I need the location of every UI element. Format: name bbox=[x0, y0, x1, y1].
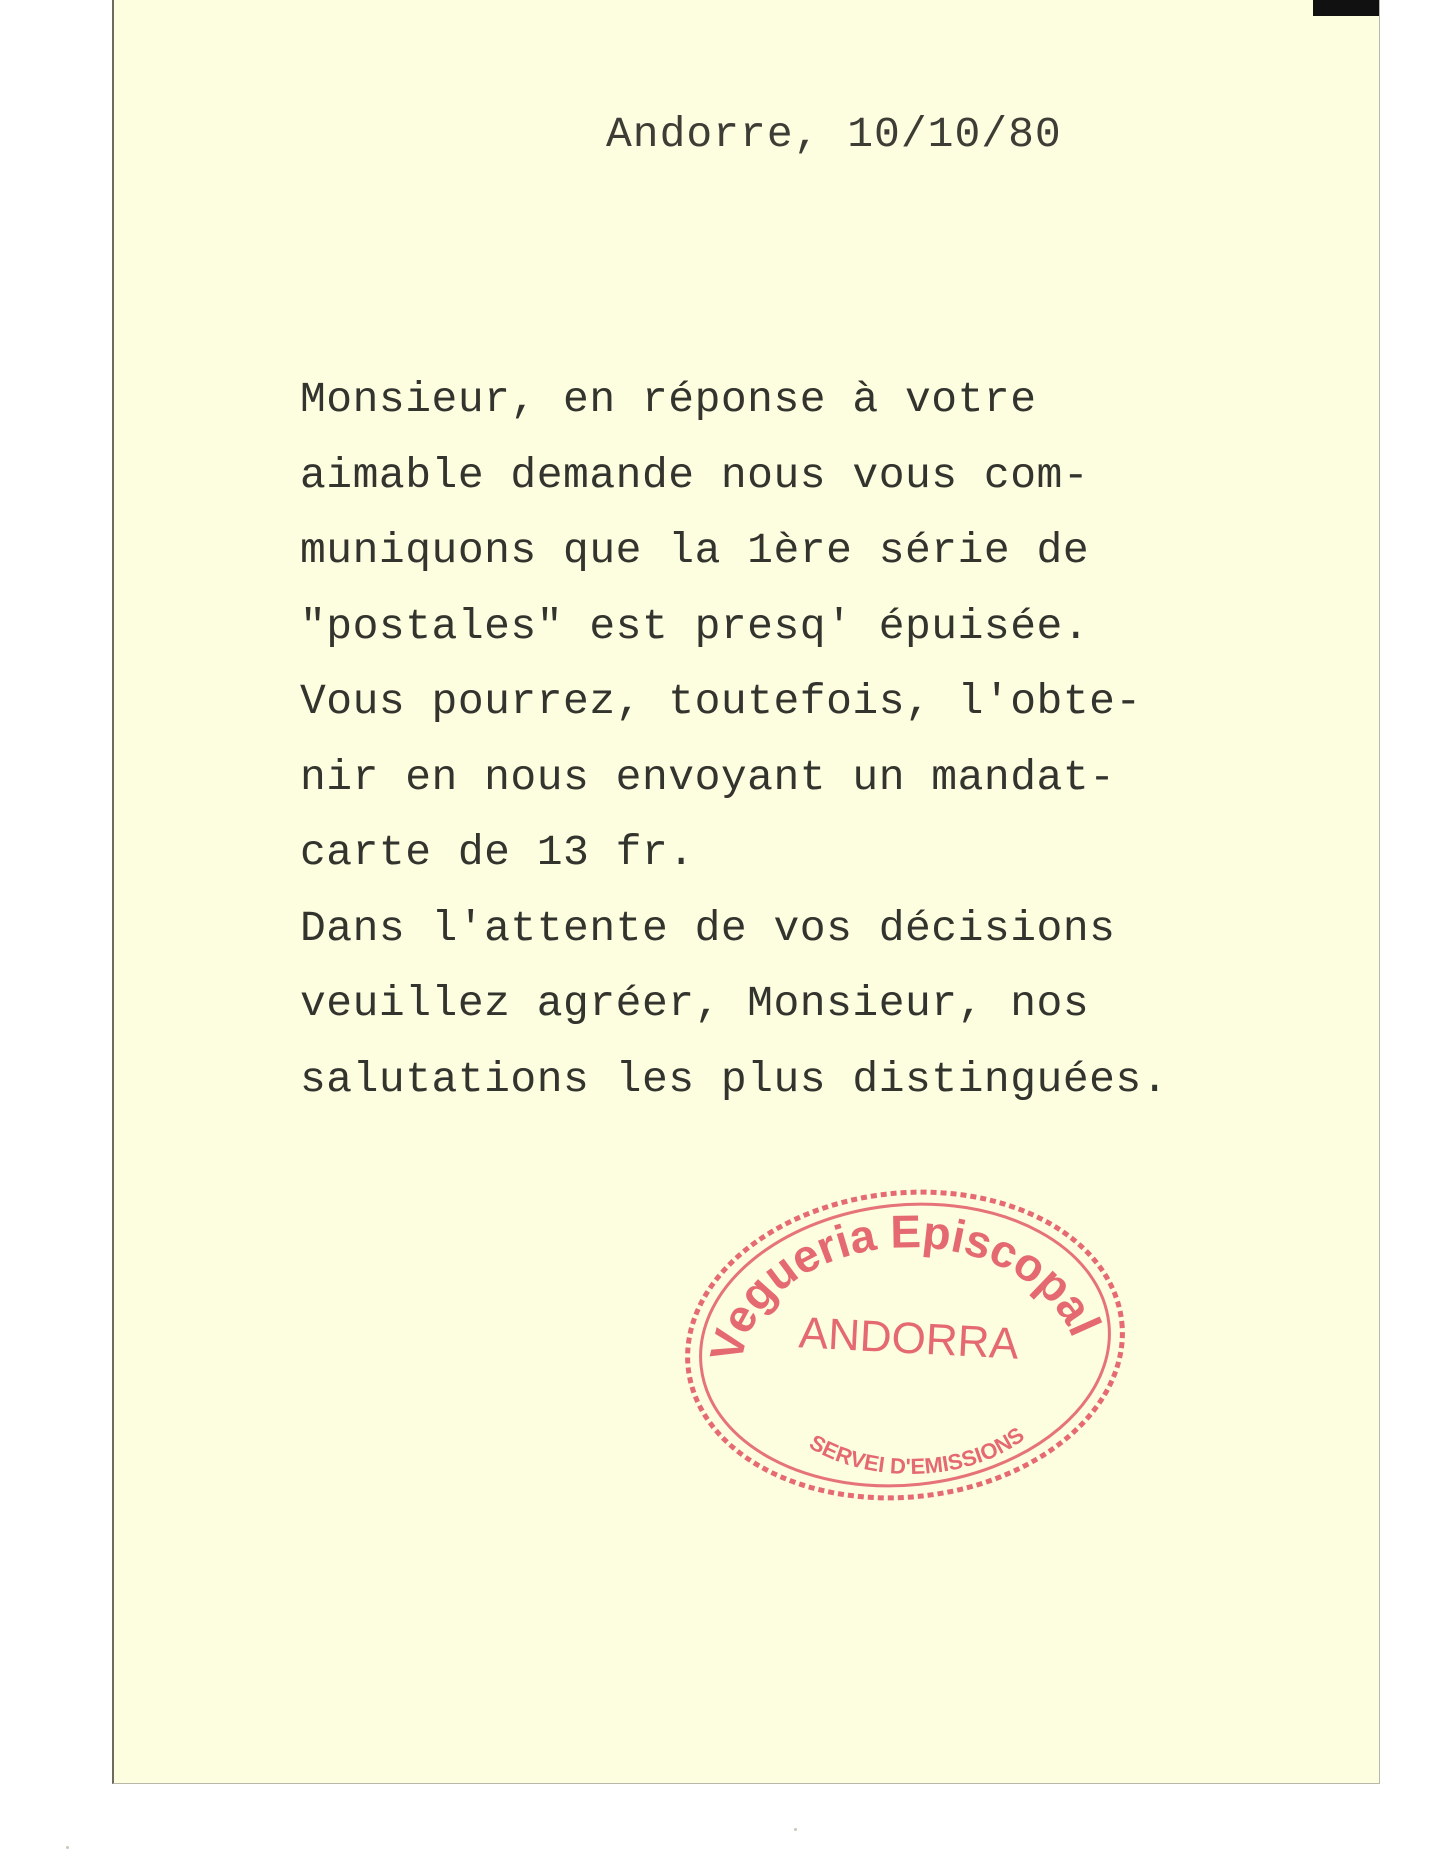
stamp-arc-bottom: SERVEI D'EMISSIONS bbox=[805, 1422, 1029, 1480]
body-line: aimable demande nous vous com- bbox=[300, 450, 1090, 500]
body-line: veuillez agréer, Monsieur, nos bbox=[300, 979, 1090, 1028]
corner-mark bbox=[1313, 0, 1379, 16]
body-line: Vous pourrez, toutefois, l'obte- bbox=[300, 677, 1142, 726]
body-line: "postales" est presq' épuisée. bbox=[300, 601, 1090, 651]
paper-speck bbox=[794, 1828, 797, 1831]
official-stamp bbox=[670, 1175, 1140, 1515]
body-line: salutations les plus distinguées. bbox=[300, 1054, 1169, 1104]
stamp-center-text: ANDORRA bbox=[797, 1308, 1020, 1369]
body-line: Monsieur, en réponse à votre bbox=[300, 375, 1037, 424]
postcard bbox=[112, 0, 1380, 1784]
paper-speck bbox=[66, 1846, 69, 1849]
body-line: muniquons que la 1ère série de bbox=[300, 526, 1090, 575]
body-line: Dans l'attente de vos décisions bbox=[300, 903, 1116, 953]
stamp-graphic bbox=[670, 1175, 1140, 1515]
letter-body bbox=[300, 362, 1168, 1117]
body-line: carte de 13 fr. bbox=[300, 828, 695, 877]
date-line: Andorre, 10/10/80 bbox=[606, 110, 1062, 159]
body-line: nir en nous envoyant un mandat- bbox=[300, 752, 1116, 802]
stamp-arc-top: Vegueria Episcopal bbox=[699, 1205, 1112, 1367]
